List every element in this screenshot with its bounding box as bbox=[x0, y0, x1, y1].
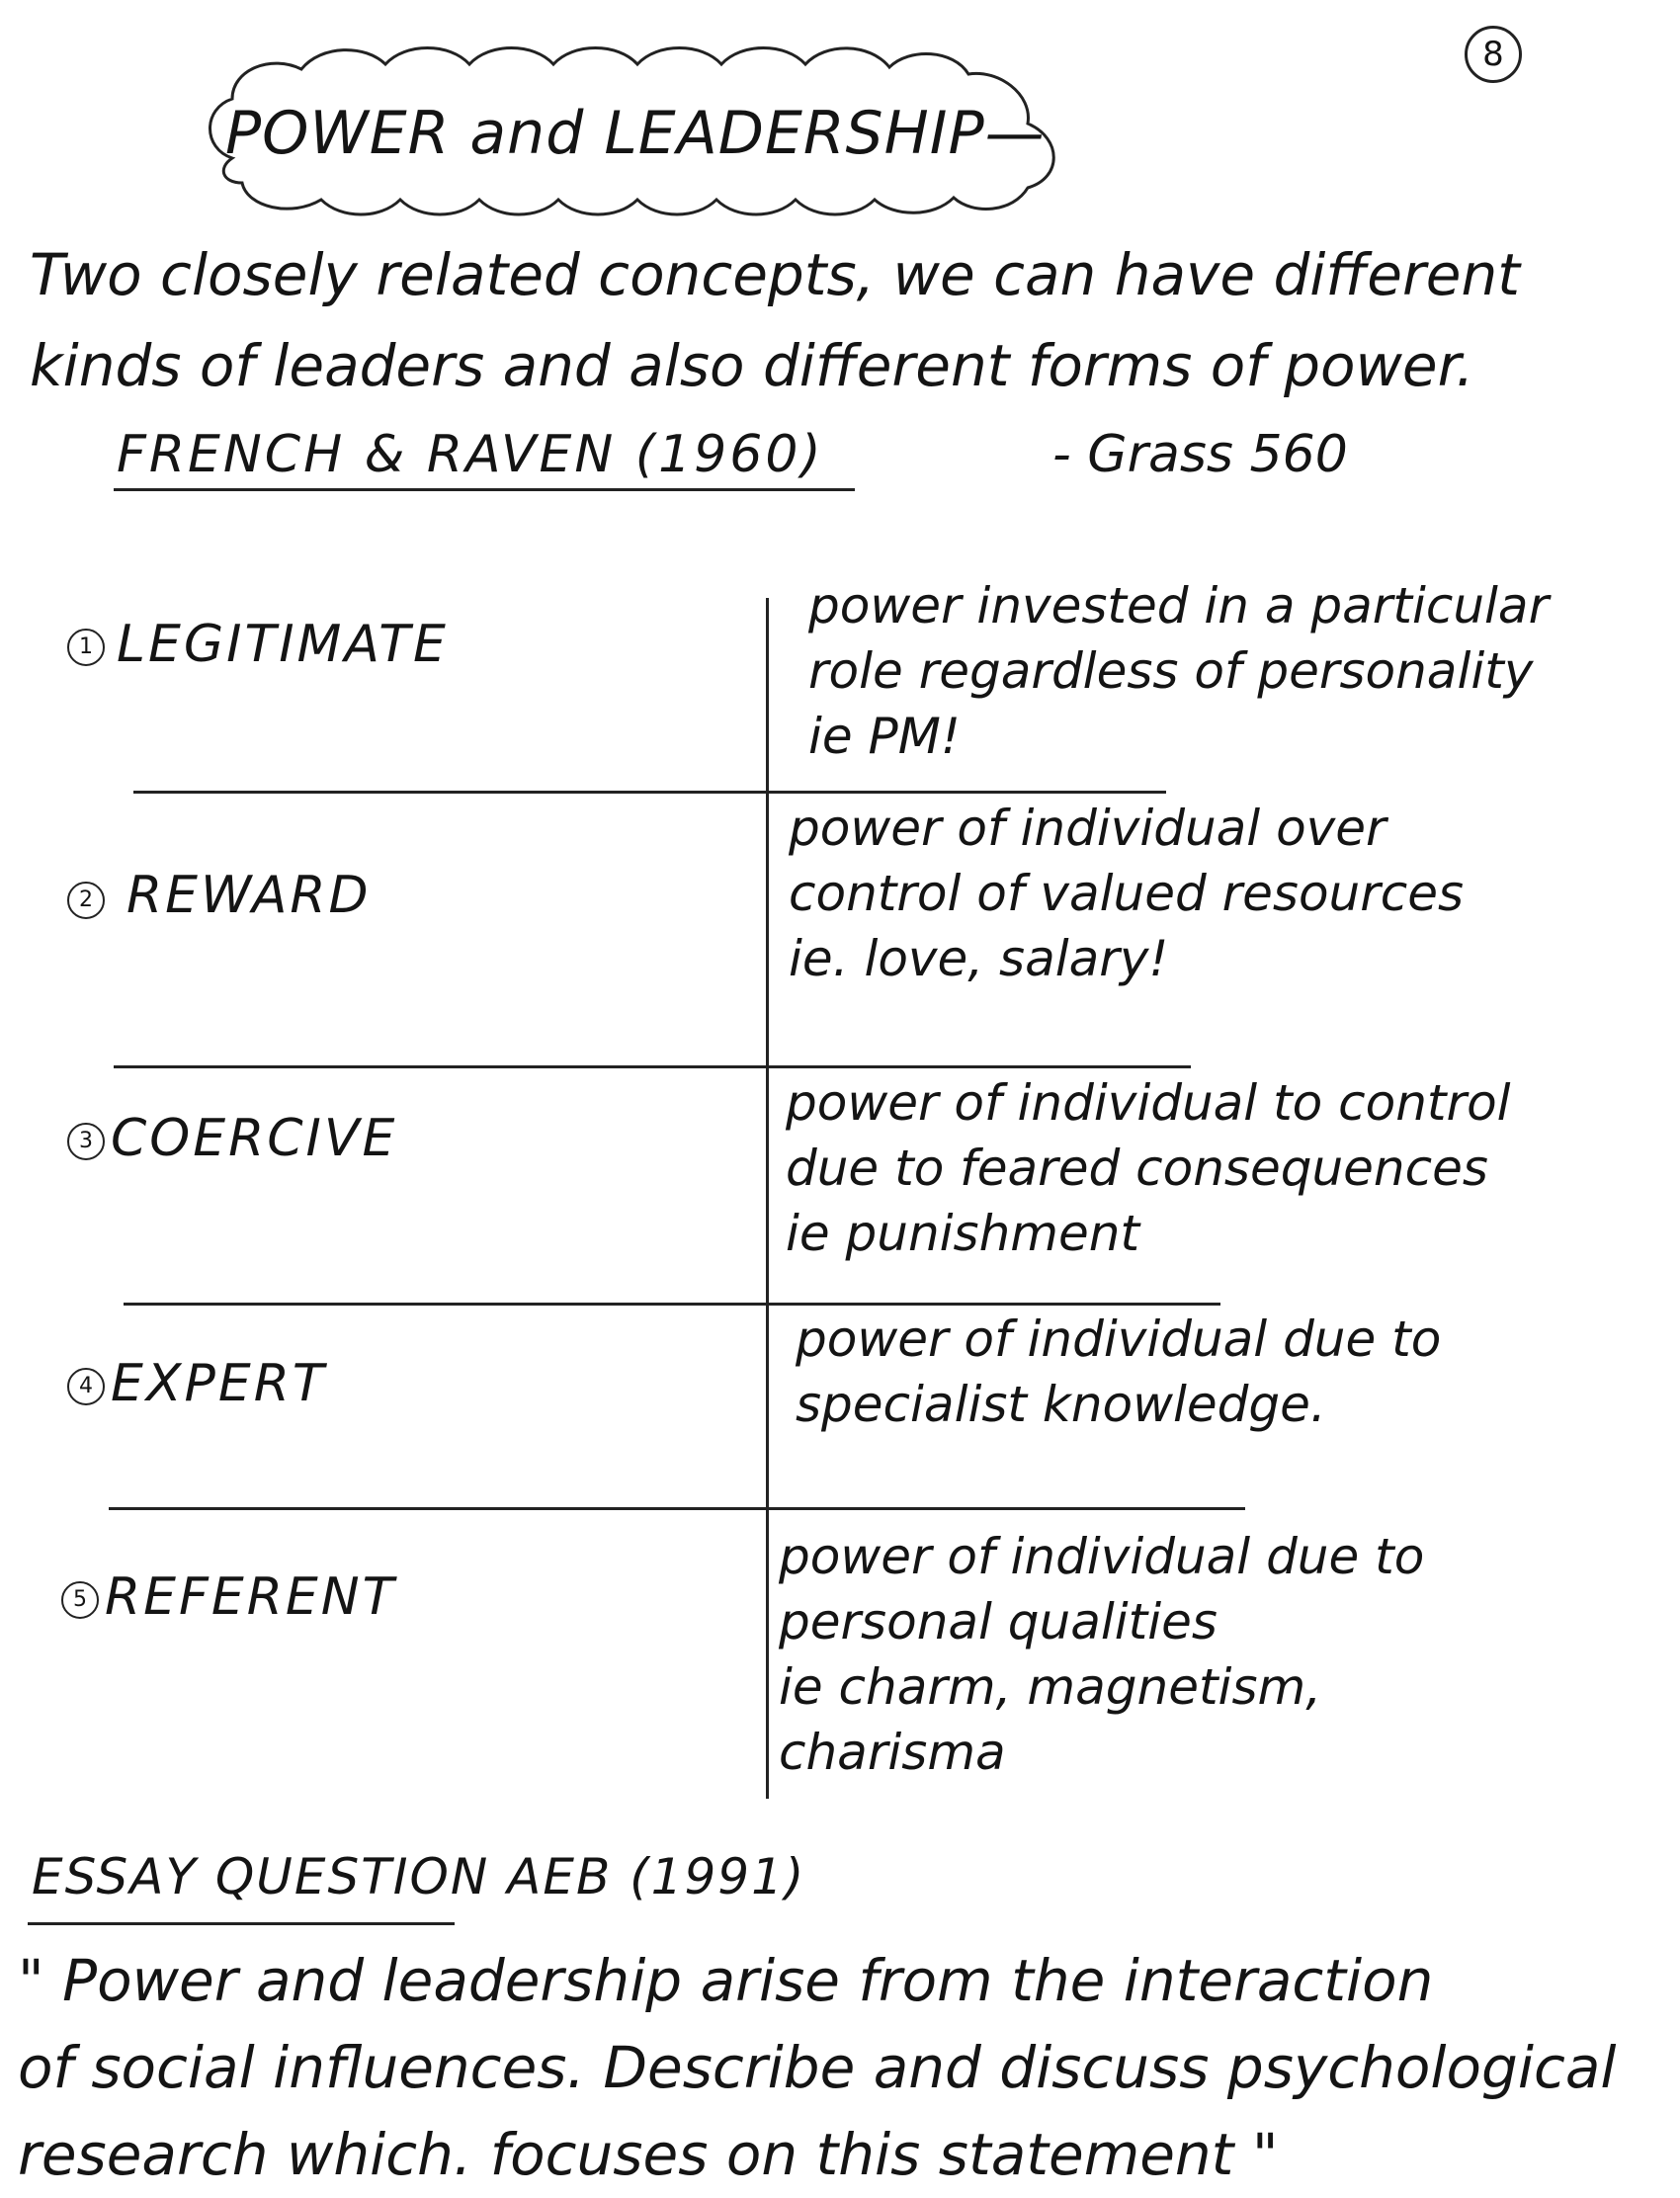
power-type-term: REWARD bbox=[126, 866, 372, 925]
row-divider bbox=[133, 791, 1166, 794]
row-number-badge: 4 bbox=[67, 1368, 105, 1405]
row-number-badge: 1 bbox=[67, 629, 105, 666]
reference-authors: FRENCH & RAVEN (1960) bbox=[117, 425, 824, 484]
row-divider bbox=[114, 1065, 1191, 1068]
row-number-badge: 2 bbox=[67, 882, 105, 919]
table-column-divider bbox=[766, 598, 769, 1799]
reference-underline bbox=[114, 488, 855, 491]
row-divider bbox=[124, 1303, 1220, 1306]
power-type-term: COERCIVE bbox=[111, 1109, 398, 1168]
power-type-description: power of individual over control of valued resources ie. love, salary! bbox=[789, 800, 1465, 987]
reference-source: - Grass 560 bbox=[1052, 425, 1348, 484]
power-type-term: EXPERT bbox=[111, 1354, 327, 1413]
power-type-term: LEGITIMATE bbox=[117, 615, 449, 674]
row-divider bbox=[109, 1507, 1245, 1510]
essay-heading: ESSAY QUESTION AEB (1991) bbox=[32, 1848, 806, 1905]
page-title: POWER and LEADERSHIP— bbox=[225, 99, 1046, 168]
power-type-term: REFERENT bbox=[105, 1567, 397, 1627]
power-type-description: power of individual due to personal qualities ie charm, magnetism, charisma bbox=[779, 1528, 1425, 1781]
essay-heading-underline bbox=[28, 1922, 455, 1925]
row-number-badge: 3 bbox=[67, 1123, 105, 1160]
page-number: 8 bbox=[1465, 26, 1522, 83]
power-type-description: power invested in a particular role regardless of personality ie PM! bbox=[808, 577, 1550, 765]
essay-question-text: " Power and leadership arise from the interaction of social influences. Describe and discuss psychological research which. focuses on this statement " bbox=[18, 1947, 1617, 2188]
power-type-description: power of individual to control due to feared consequences ie punishment bbox=[786, 1074, 1511, 1262]
intro-text: Two closely related concepts, we can have different kinds of leaders and also different forms of power. bbox=[30, 241, 1520, 399]
row-number-badge: 5 bbox=[61, 1581, 99, 1619]
power-type-description: power of individual due to specialist knowledge. bbox=[796, 1310, 1442, 1433]
